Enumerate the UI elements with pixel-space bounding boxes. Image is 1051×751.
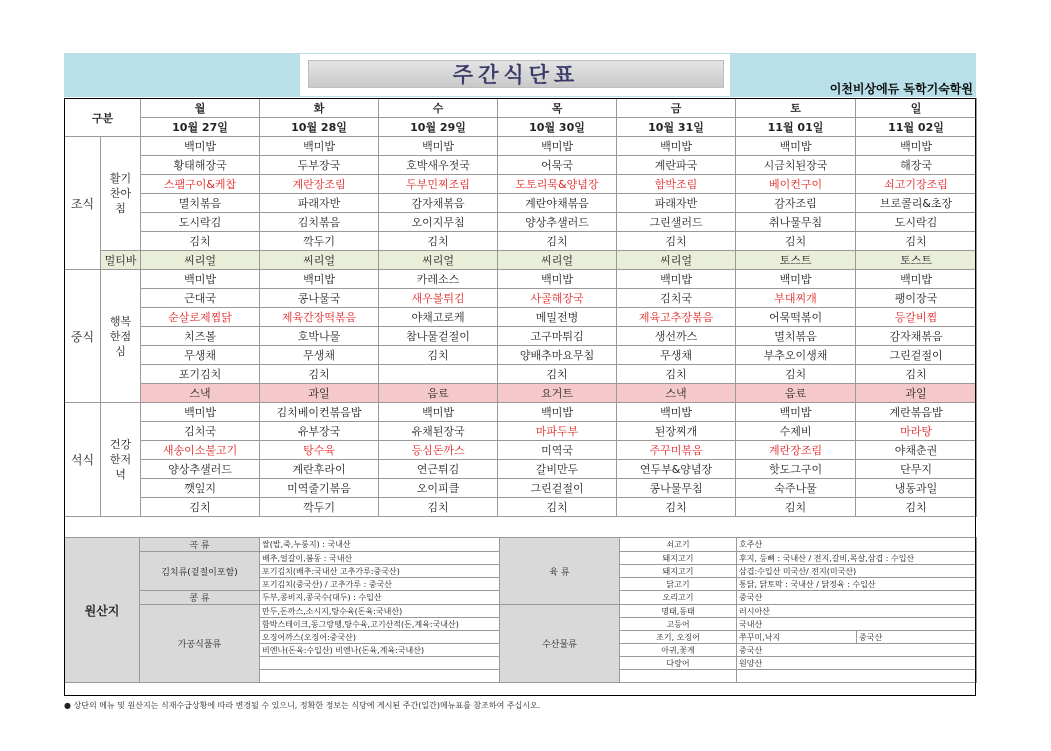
- dinner-row: [65, 441, 977, 460]
- menu-item: 멸치볶음: [736, 327, 856, 346]
- multi-item: 씨리얼: [141, 251, 260, 270]
- menu-item: 도토리묵&양념장: [498, 175, 617, 194]
- snack-item: 음료: [736, 384, 856, 403]
- menu-item: 콩나물무침: [617, 479, 736, 498]
- day-header: 목: [498, 99, 617, 118]
- menu-item: 미역국: [498, 441, 617, 460]
- menu-item: 무생채: [141, 346, 260, 365]
- menu-item: 김치: [498, 498, 617, 517]
- multi-item: 씨리얼: [260, 251, 379, 270]
- origin-table: [64, 537, 977, 683]
- dinner-row: [65, 498, 977, 517]
- day-header: 수: [379, 99, 498, 118]
- breakfast-row: [65, 156, 977, 175]
- menu-item: 팽이장국: [856, 289, 977, 308]
- menu-item: 김치볶음: [260, 213, 379, 232]
- menu-item: 야채춘권: [856, 441, 977, 460]
- snack-item: 스낵: [617, 384, 736, 403]
- title-plate: [308, 60, 724, 88]
- meat-item: 쇠고기: [620, 538, 737, 552]
- menu-item: 백미밥: [260, 137, 379, 156]
- menu-item: 탕수육: [260, 441, 379, 460]
- sea-item: 조기, 오징어: [620, 631, 737, 644]
- menu-item: 백미밥: [736, 270, 856, 289]
- sea-label: 수산물류: [500, 605, 620, 683]
- menu-item: 백미밥: [379, 137, 498, 156]
- menu-item: 사골해장국: [498, 289, 617, 308]
- menu-item: 백미밥: [141, 403, 260, 422]
- menu-item: 백미밥: [141, 137, 260, 156]
- menu-item: 새우볼튀김: [379, 289, 498, 308]
- menu-item: 김치베이컨볶음밥: [260, 403, 379, 422]
- menu-item: 해장국: [856, 156, 977, 175]
- origin-row: [65, 538, 977, 552]
- breakfast-row: [65, 194, 977, 213]
- organization-name: 이천비상에듀 독학기숙학원: [829, 82, 973, 96]
- bean-info: 두부,콩비지,콩국수(대두) : 수입산: [260, 591, 500, 605]
- menu-item: 계란후라이: [260, 460, 379, 479]
- sea-origin: 원양산: [737, 657, 977, 670]
- menu-item: 김치: [736, 232, 856, 251]
- dinner-row: [65, 479, 977, 498]
- menu-item: 양배추마요무침: [498, 346, 617, 365]
- menu-item: 계란장조림: [736, 441, 856, 460]
- processed-info: 만두,돈까스,소시지,탕수육(돈육:국내산): [260, 605, 500, 618]
- snack-item: 음료: [379, 384, 498, 403]
- menu-item: 그린겉절이: [498, 479, 617, 498]
- origin-row: [65, 605, 977, 618]
- meat-origin: 후지, 등뼈 : 국내산 / 전지,갈비,목살,삼겹 : 수입산: [737, 552, 977, 565]
- breakfast-row: [65, 175, 977, 194]
- sea-origin: 국내산: [737, 618, 977, 631]
- menu-item: 김치: [856, 232, 977, 251]
- menu-item: 생선까스: [617, 327, 736, 346]
- day-header: 토: [736, 99, 856, 118]
- menu-item: 그린샐러드: [617, 213, 736, 232]
- kimchi-label: 김치류(겉절이포함): [140, 552, 260, 591]
- snack-item: 과일: [260, 384, 379, 403]
- menu-item: 부대찌개: [736, 289, 856, 308]
- menu-item: 김치: [379, 498, 498, 517]
- menu-item: 두부장국: [260, 156, 379, 175]
- menu-item: 김치국: [617, 289, 736, 308]
- menu-item: 콩나물국: [260, 289, 379, 308]
- menu-item: 계란야채볶음: [498, 194, 617, 213]
- menu-item: 김치: [260, 365, 379, 384]
- menu-item: 오이피클: [379, 479, 498, 498]
- menu-item: 베이컨구이: [736, 175, 856, 194]
- menu-item: 백미밥: [498, 403, 617, 422]
- date-header: 11월 02일: [856, 118, 977, 137]
- day-header: 월: [141, 99, 260, 118]
- menu-item: 순살로제찜닭: [141, 308, 260, 327]
- menu-item: 깍두기: [260, 498, 379, 517]
- meat-item: 닭고기: [620, 578, 737, 591]
- menu-item: 백미밥: [617, 137, 736, 156]
- sea-item-2: 쭈꾸미,낙지: [737, 631, 857, 644]
- page-title: 주간식단표: [452, 63, 580, 87]
- menu-item: 갈비만두: [498, 460, 617, 479]
- menu-item: 김치: [379, 346, 498, 365]
- breakfast-sublabel: 활기찬아침: [101, 137, 141, 251]
- menu-item: [379, 365, 498, 384]
- menu-item: 부추오이생채: [736, 346, 856, 365]
- multi-item: 씨리얼: [498, 251, 617, 270]
- lunch-sublabel: 행복한점심: [101, 270, 141, 403]
- dinner-sublabel: 건강한저녁: [101, 403, 141, 517]
- menu-item: 카레소스: [379, 270, 498, 289]
- lunch-row: [65, 308, 977, 327]
- day-header: 금: [617, 99, 736, 118]
- menu-item: 연두부&양념장: [617, 460, 736, 479]
- menu-item: 어묵떡볶이: [736, 308, 856, 327]
- menu-item: 근대국: [141, 289, 260, 308]
- menu-item: 김치: [856, 498, 977, 517]
- menu-item: 새송이소불고기: [141, 441, 260, 460]
- breakfast-multi-row: [65, 251, 977, 270]
- menu-item: 김치: [617, 498, 736, 517]
- menu-item: 제육간장떡볶음: [260, 308, 379, 327]
- menu-item: 감자채볶음: [379, 194, 498, 213]
- dinner-row: [65, 460, 977, 479]
- menu-item: 김치: [498, 232, 617, 251]
- lunch-row: [65, 365, 977, 384]
- meat-label: 육 류: [500, 538, 620, 605]
- date-header: 10월 28일: [260, 118, 379, 137]
- multi-item: 씨리얼: [379, 251, 498, 270]
- menu-item: 깍두기: [260, 232, 379, 251]
- menu-item: 도시락김: [856, 213, 977, 232]
- menu-item: 백미밥: [260, 270, 379, 289]
- lunch-row: [65, 346, 977, 365]
- sea-item: [620, 670, 737, 683]
- menu-item: 숙주나물: [736, 479, 856, 498]
- dinner-row: [65, 403, 977, 422]
- menu-item: 주꾸미볶음: [617, 441, 736, 460]
- dinner-label: 석식: [65, 403, 101, 517]
- menu-item: 그린겉절이: [856, 346, 977, 365]
- menu-item: 연근튀김: [379, 460, 498, 479]
- menu-item: 제육고추장볶음: [617, 308, 736, 327]
- menu-item: 계란파국: [617, 156, 736, 175]
- menu-item: 김치: [379, 232, 498, 251]
- menu-item: 참나물겉절이: [379, 327, 498, 346]
- menu-item: 김치: [736, 498, 856, 517]
- meat-item: 돼지고기: [620, 552, 737, 565]
- processed-label: 가공식품류: [140, 605, 260, 683]
- menu-item: 쇠고기장조림: [856, 175, 977, 194]
- bean-label: 콩 류: [140, 591, 260, 605]
- snack-item: 과일: [856, 384, 977, 403]
- date-header: 10월 27일: [141, 118, 260, 137]
- menu-item: 호박새우젓국: [379, 156, 498, 175]
- menu-item: 깻잎지: [141, 479, 260, 498]
- menu-item: 김치: [856, 365, 977, 384]
- multi-item: 씨리얼: [617, 251, 736, 270]
- processed-info: 오징어까스(오징어:중국산): [260, 631, 500, 644]
- menu-item: 김치: [617, 365, 736, 384]
- menu-item: 메밀전병: [498, 308, 617, 327]
- meat-origin: 호주산: [737, 538, 977, 552]
- menu-item: 김치: [736, 365, 856, 384]
- menu-item: 파래자반: [260, 194, 379, 213]
- menu-item: 양상추샐러드: [141, 460, 260, 479]
- menu-item: 무생채: [260, 346, 379, 365]
- menu-item: 멸치볶음: [141, 194, 260, 213]
- date-header: 10월 29일: [379, 118, 498, 137]
- menu-item: 브로콜리&초장: [856, 194, 977, 213]
- menu-item: 어묵국: [498, 156, 617, 175]
- menu-item: 도시락김: [141, 213, 260, 232]
- lunch-row: [65, 270, 977, 289]
- grain-info: 쌀(밥,죽,누룽지) : 국내산: [260, 538, 500, 552]
- menu-item: 무생채: [617, 346, 736, 365]
- sea-origin: 중국산: [737, 644, 977, 657]
- menu-item: 냉동과일: [856, 479, 977, 498]
- sea-item: 아귀,꽃게: [620, 644, 737, 657]
- menu-item: 두부민찌조림: [379, 175, 498, 194]
- menu-item: 김치: [141, 498, 260, 517]
- date-header: 11월 01일: [736, 118, 856, 137]
- date-header: 10월 31일: [617, 118, 736, 137]
- processed-info: 비엔나(돈육:수입산) 비엔나(돈육,계육:국내산): [260, 644, 500, 657]
- menu-item: 야채고로케: [379, 308, 498, 327]
- menu-item: 백미밥: [736, 137, 856, 156]
- dinner-row: [65, 422, 977, 441]
- menu-item: 호박나물: [260, 327, 379, 346]
- multibar-label: 멀티바: [101, 251, 141, 270]
- multi-item: 토스트: [856, 251, 977, 270]
- menu-item: 양상추샐러드: [498, 213, 617, 232]
- sea-item: 명태,동태: [620, 605, 737, 618]
- menu-item: 취나물무침: [736, 213, 856, 232]
- menu-item: 백미밥: [141, 270, 260, 289]
- menu-item: 미역줄기볶음: [260, 479, 379, 498]
- snack-item: 스낵: [141, 384, 260, 403]
- processed-info: [260, 670, 500, 683]
- sea-origin: [737, 670, 977, 683]
- menu-item: 백미밥: [856, 137, 977, 156]
- menu-item: 시금치된장국: [736, 156, 856, 175]
- footnote: ● 상단의 메뉴 및 원산지는 식재수급상황에 따라 변경될 수 있으니, 정확한 정보는 식당에 게시된 주간(일간)메뉴표를 참조하여 주십시오.: [64, 701, 541, 710]
- menu-item: 백미밥: [498, 270, 617, 289]
- menu-item: 파래자반: [617, 194, 736, 213]
- origin-title: 원산지: [65, 538, 140, 683]
- menu-table: [64, 98, 977, 517]
- menu-item: 오이지무침: [379, 213, 498, 232]
- menu-item: 계란볶음밥: [856, 403, 977, 422]
- breakfast-label: 조식: [65, 137, 101, 270]
- sea-item: 고등어: [620, 618, 737, 631]
- breakfast-row: [65, 232, 977, 251]
- lunch-row: [65, 289, 977, 308]
- meat-item: 오리고기: [620, 591, 737, 605]
- kimchi-info: 배추,얼갈이,봄동 : 국내산: [260, 552, 500, 565]
- menu-item: 백미밥: [379, 403, 498, 422]
- menu-item: 유부장국: [260, 422, 379, 441]
- menu-item: 마파두부: [498, 422, 617, 441]
- menu-item: 계란장조림: [260, 175, 379, 194]
- menu-item: 김치: [617, 232, 736, 251]
- menu-item: 스팸구이&케찹: [141, 175, 260, 194]
- header-days-row: [65, 99, 977, 118]
- menu-item: 치즈볼: [141, 327, 260, 346]
- menu-item: 황태해장국: [141, 156, 260, 175]
- sea-item: 다랑어: [620, 657, 737, 670]
- multi-item: 토스트: [736, 251, 856, 270]
- meat-origin: 삼겹:수입산 미국산/ 전지(미국산): [737, 565, 977, 578]
- grain-label: 곡 류: [140, 538, 260, 552]
- meat-item: 돼지고기: [620, 565, 737, 578]
- menu-item: 단무지: [856, 460, 977, 479]
- breakfast-row: [65, 137, 977, 156]
- menu-item: 감자조림: [736, 194, 856, 213]
- snack-item: 요거트: [498, 384, 617, 403]
- breakfast-row: [65, 213, 977, 232]
- menu-item: 백미밥: [856, 270, 977, 289]
- meat-origin: 통닭, 닭토막 : 국내산 / 닭정육 : 수입산: [737, 578, 977, 591]
- menu-item: 백미밥: [617, 403, 736, 422]
- menu-item: 마라탕: [856, 422, 977, 441]
- kimchi-info: 포기김치(배추:국내산 고추가루:중국산): [260, 565, 500, 578]
- menu-item: 된장찌개: [617, 422, 736, 441]
- menu-item: 김치: [141, 232, 260, 251]
- menu-item: 김치국: [141, 422, 260, 441]
- title-box: [300, 54, 730, 96]
- processed-info: [260, 657, 500, 670]
- menu-item: 고구마튀김: [498, 327, 617, 346]
- header-dates-row: [65, 118, 977, 137]
- menu-item: 포기김치: [141, 365, 260, 384]
- menu-item: 백미밥: [498, 137, 617, 156]
- processed-info: 함박스테이크,동그랑땡,탕수육,고기산적(돈,계육:국내산): [260, 618, 500, 631]
- menu-item: 백미밥: [617, 270, 736, 289]
- day-header: 화: [260, 99, 379, 118]
- menu-item: 수제비: [736, 422, 856, 441]
- menu-item: 등심돈까스: [379, 441, 498, 460]
- day-header: 일: [856, 99, 977, 118]
- date-header: 10월 30일: [498, 118, 617, 137]
- meat-origin: 중국산: [737, 591, 977, 605]
- menu-item: 김치: [498, 365, 617, 384]
- menu-item: 함박조림: [617, 175, 736, 194]
- sea-origin: 중국산: [857, 631, 977, 644]
- menu-item: 유채된장국: [379, 422, 498, 441]
- lunch-label: 중식: [65, 270, 101, 403]
- menu-item: 백미밥: [736, 403, 856, 422]
- kimchi-info: 포기김치(중국산) / 고추가루 : 중국산: [260, 578, 500, 591]
- menu-item: 감자채볶음: [856, 327, 977, 346]
- header-label: 구분: [65, 99, 141, 137]
- lunch-snack-row: [65, 384, 977, 403]
- sea-origin: 러시아산: [737, 605, 977, 618]
- lunch-row: [65, 327, 977, 346]
- menu-item: 등갈비찜: [856, 308, 977, 327]
- menu-item: 핫도그구이: [736, 460, 856, 479]
